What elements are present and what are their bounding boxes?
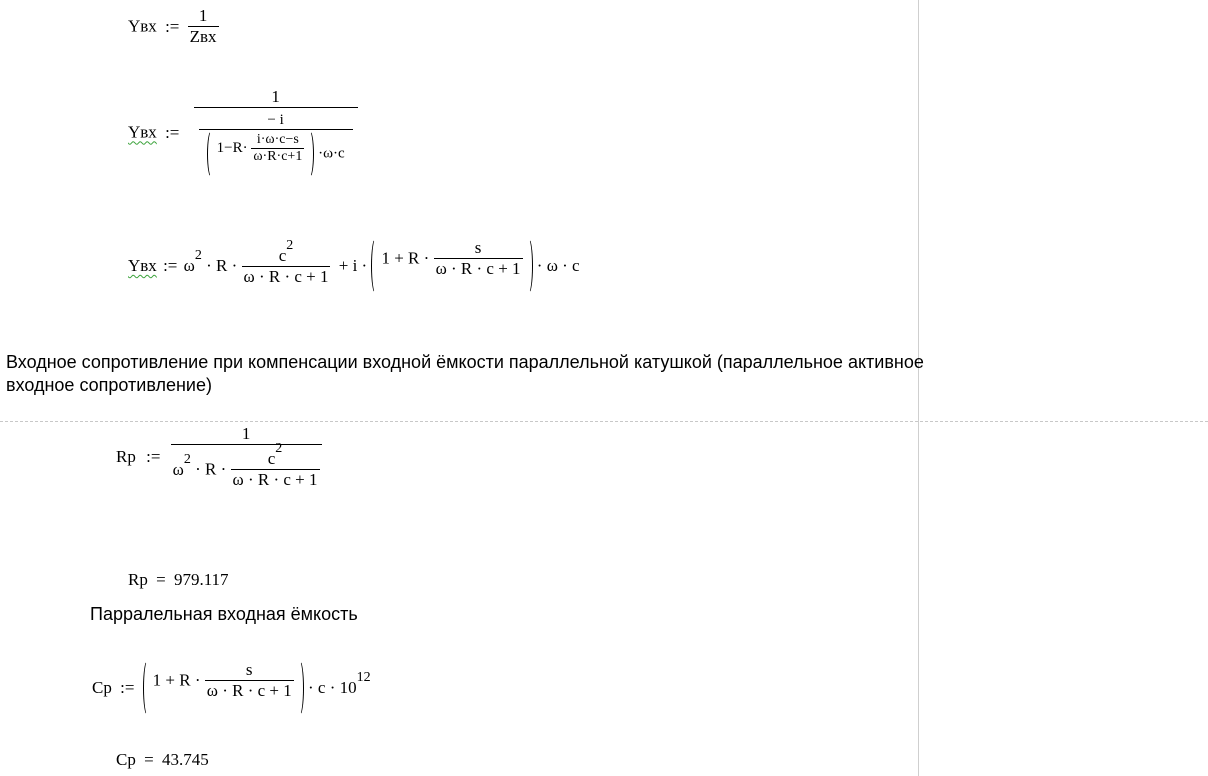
result-rp[interactable]: [128, 570, 229, 590]
fraction-c2: [242, 237, 331, 287]
result-cp[interactable]: [116, 750, 209, 770]
denominator-z-bx: Zвх: [189, 27, 217, 46]
omega: ω: [183, 256, 195, 275]
prefix: 1−R·: [216, 140, 248, 156]
outer-fraction: [171, 424, 322, 490]
numerator-c2: $c^2$: [278, 237, 294, 265]
var-y-bx: Yвх: [128, 256, 157, 275]
numerator-c2: $c^2$: [267, 441, 283, 468]
assign-operator: :=: [120, 678, 135, 697]
inside-prefix: 1 + R ·: [381, 248, 430, 268]
denominator: ω · R · c + 1: [243, 266, 329, 286]
ten: 10: [339, 678, 357, 697]
parenthesis-group: [207, 130, 315, 178]
denominator: [194, 107, 358, 178]
equals-operator: =: [156, 570, 166, 589]
exponent-2: 2: [183, 451, 191, 467]
var-cp: Cp: [116, 750, 136, 769]
nested-denominator: ω·R·c+1: [253, 149, 303, 164]
denominator: ω · R · c + 1: [232, 470, 318, 489]
var-y-bx: Yвх: [128, 122, 157, 142]
exponent-12: 12: [356, 670, 371, 685]
exponent-2: 2: [194, 248, 202, 263]
rp-value: 979.117: [173, 570, 229, 589]
tail: · c ·: [307, 678, 336, 697]
fraction-1-over-z: [188, 6, 219, 47]
equation-y-def[interactable]: [128, 6, 219, 47]
nested-numerator: i·ω·c−s: [256, 132, 299, 147]
numerator-s: s: [474, 238, 482, 257]
section-title: [6, 351, 924, 397]
numerator: 1: [198, 6, 208, 25]
equation-cp-def[interactable]: [92, 660, 371, 716]
numerator-minus-i: − i: [267, 112, 284, 128]
cp-value: 43.745: [161, 750, 209, 769]
assign-operator: :=: [163, 256, 178, 275]
outer-fraction: [194, 87, 358, 178]
r-dot: · R ·: [195, 459, 227, 479]
inner-fraction: [199, 112, 353, 178]
capacitance-title: Парралельная входная ёмкость: [90, 604, 358, 624]
numerator: 1: [271, 87, 280, 106]
tail: ·ω·c: [318, 145, 345, 162]
nested-fraction: [251, 132, 304, 165]
fraction-c2: [231, 441, 320, 490]
denominator-expression: [199, 129, 353, 178]
fraction-s: [205, 660, 294, 701]
section-title-line-2: входное сопротивление): [6, 375, 212, 395]
assign-operator: :=: [146, 447, 161, 466]
fraction-s: [434, 238, 523, 279]
denominator: ω · R · c + 1: [206, 681, 292, 700]
denominator: ω · R · c + 1: [435, 259, 521, 278]
assign-operator: :=: [165, 16, 180, 36]
equals-operator: =: [144, 750, 154, 769]
r-dot: · R ·: [206, 256, 238, 275]
inside-prefix: 1 + R ·: [152, 670, 201, 690]
tail: · ω · c: [536, 256, 580, 275]
equation-y-expanded[interactable]: [128, 87, 358, 178]
denominator: [171, 441, 322, 490]
var-cp: Cp: [92, 678, 112, 697]
equation-y-result[interactable]: [128, 238, 580, 294]
section-title-line-1: Входное сопротивление при компенсации входной ёмкости параллельной катушкой (параллельное активное: [6, 352, 924, 372]
assign-operator: :=: [165, 122, 180, 142]
var-rp: Rp: [116, 447, 136, 466]
plus-i: + i ·: [338, 256, 368, 275]
equation-rp-def[interactable]: [116, 424, 322, 490]
omega: ω: [172, 459, 184, 479]
parenthesis-group: [143, 660, 304, 716]
numerator: 1: [241, 424, 251, 443]
parenthesis-group: [371, 238, 532, 294]
var-y-bx: Yвх: [128, 16, 157, 36]
page-break-line: [0, 421, 1208, 422]
numerator-s: s: [245, 660, 253, 679]
var-rp: Rp: [128, 570, 148, 589]
